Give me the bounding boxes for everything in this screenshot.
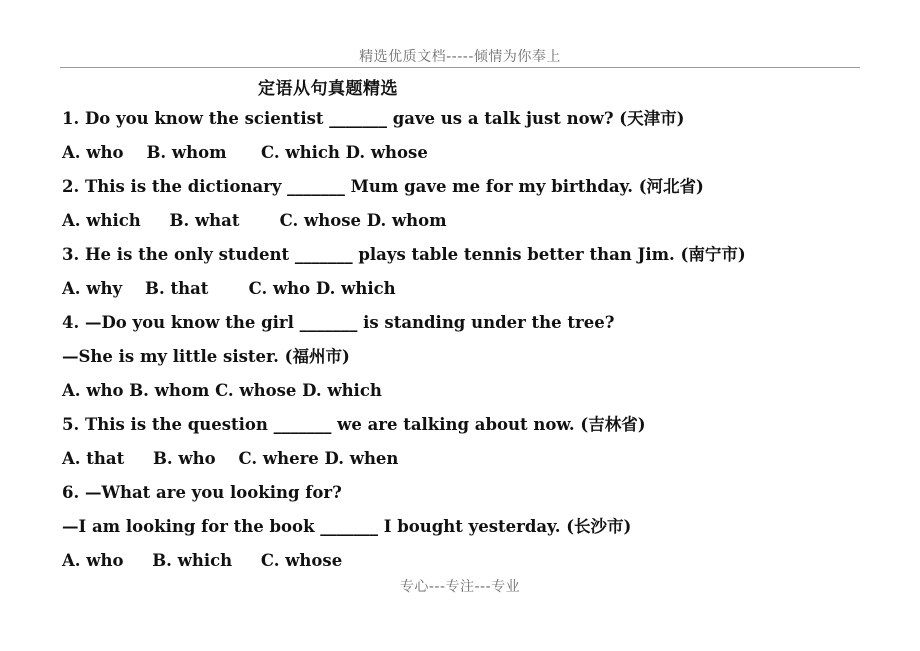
question-1-options: A. who B. whom C. which D. whose [62, 143, 428, 162]
question-4-stem: 4. —Do you know the girl _______ is standing under the tree? [62, 313, 615, 332]
question-3-stem: 3. He is the only student _______ plays table tennis better than Jim. (南宁市) [62, 245, 746, 264]
question-4-options: A. who B. whom C. whose D. which [62, 381, 382, 400]
question-6-reply: —I am looking for the book _______ I bought yesterday. (长沙市) [62, 517, 632, 536]
page-footer: 专心---专注---专业 [399, 579, 521, 595]
page-header: 精选优质文档-----倾情为你奉上 [359, 49, 561, 65]
question-4-reply: —She is my little sister. (福州市) [62, 347, 350, 366]
question-6-options: A. who B. which C. whose [62, 551, 343, 570]
question-5-stem: 5. This is the question _______ we are talking about now. (吉林省) [62, 415, 646, 434]
question-5-options: A. that B. who C. where D. when [62, 449, 399, 468]
question-6-stem: 6. —What are you looking for? [62, 483, 342, 502]
question-2-options: A. which B. what C. whose D. whom [62, 211, 447, 230]
question-3-options: A. why B. that C. who D. which [62, 279, 396, 298]
question-1-stem: 1. Do you know the scientist _______ gave us a talk just now? (天津市) [62, 109, 685, 128]
question-list [62, 104, 882, 580]
document-title: 定语从句真题精选 [258, 79, 398, 99]
header-divider [60, 67, 860, 68]
question-2-stem: 2. This is the dictionary _______ Mum gave me for my birthday. (河北省) [62, 177, 704, 196]
